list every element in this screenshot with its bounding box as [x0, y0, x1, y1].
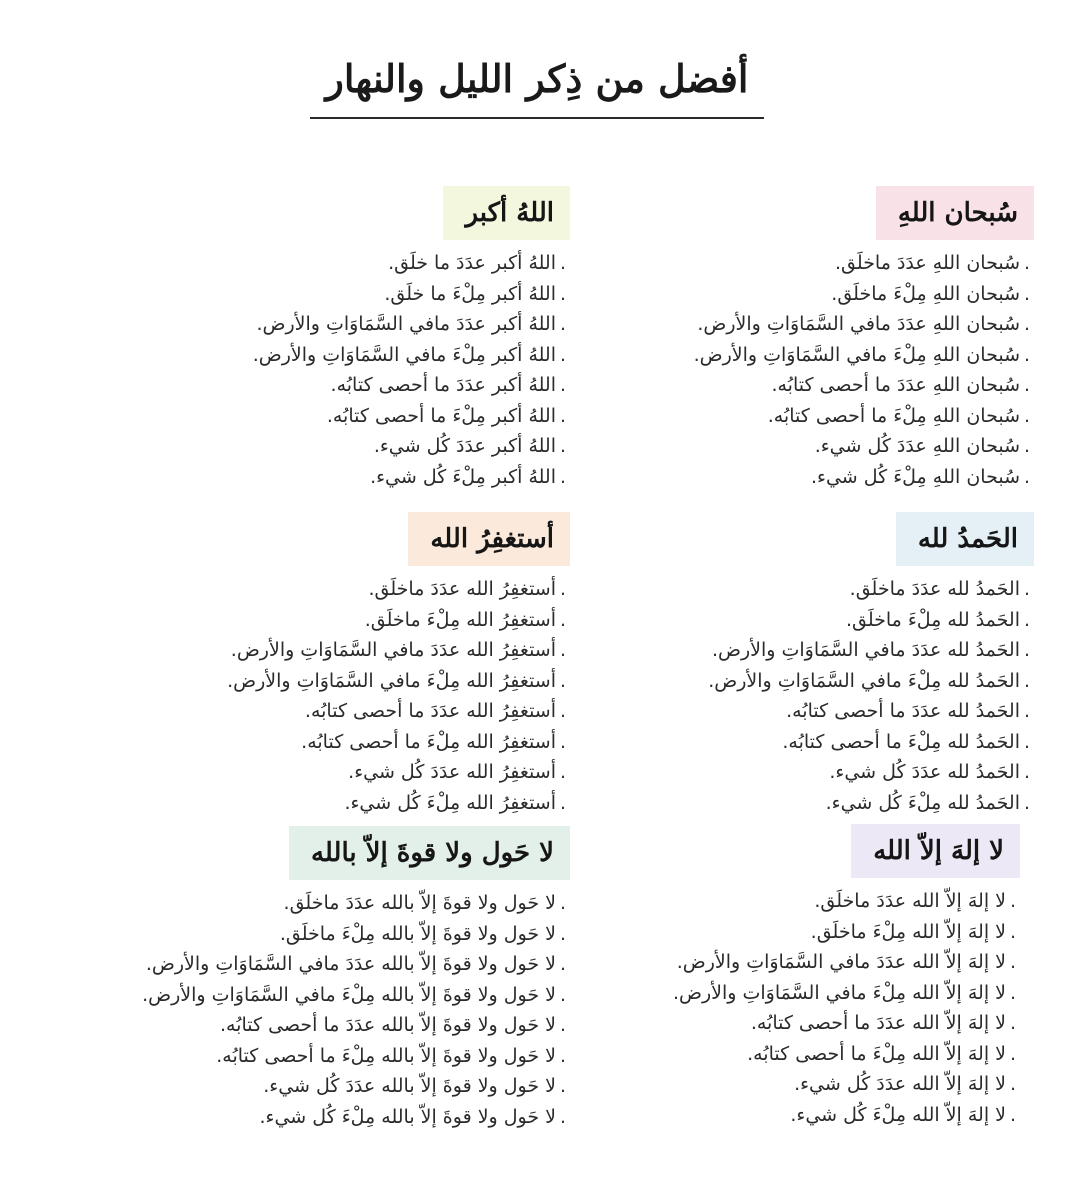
dhikr-item [110, 340, 570, 371]
dhikr-text: الحَمدُ لله عدَدَ كُل شيء. [829, 761, 1020, 783]
dhikr-text: لا حَول ولا قوةَ إلاّ بالله عدَدَ مافي السَّمَاوَاتِ والأرض. [145, 953, 556, 975]
dhikr-item [574, 635, 1034, 666]
dhikr-text: سُبحان اللهِ عدَدَ كُل شيء. [814, 435, 1020, 457]
dhikr-item [574, 370, 1034, 401]
dhikr-item [574, 788, 1034, 819]
bullet-marker: . [559, 892, 567, 914]
bullet-marker: . [559, 953, 567, 975]
bullet-marker: . [1023, 639, 1031, 661]
dhikr-text: لا إلهَ إلاّ الله عدَدَ كُل شيء. [794, 1073, 1006, 1095]
dhikr-text: اللهُ أكبر مِلْءَ ما أحصى كتابُه. [326, 404, 556, 427]
dhikr-item [110, 462, 570, 493]
bullet-marker: . [559, 1075, 567, 1097]
dhikr-item [550, 947, 1020, 978]
bullet-marker: . [1009, 1103, 1017, 1126]
dhikr-text: سُبحان اللهِ عدَدَ مافي السَّمَاوَاتِ والأرض. [697, 313, 1020, 335]
dhikr-item [100, 757, 570, 788]
dhikr-item [574, 279, 1034, 310]
bullet-marker: . [559, 639, 567, 661]
bullet-marker: . [1023, 578, 1031, 600]
bullet-marker: . [559, 730, 567, 753]
dhikr-text: الحَمدُ لله عدَدَ ما أحصى كتابُه. [786, 700, 1020, 722]
dhikr-item [550, 917, 1020, 948]
dhikr-item [574, 340, 1034, 371]
dhikr-item [110, 309, 570, 340]
bullet-marker: . [1023, 730, 1031, 753]
dhikr-text: لا حَول ولا قوةَ إلاّ بالله مِلْءَ ماخلَق. [279, 922, 556, 945]
bullet-marker: . [559, 404, 567, 427]
dhikr-item [110, 279, 570, 310]
bullet-marker: . [559, 465, 567, 488]
dhikr-item [110, 248, 570, 279]
dhikr-text: لا حَول ولا قوةَ إلاّ بالله مِلْءَ كُل شيء. [259, 1105, 556, 1128]
bullet-marker: . [1023, 465, 1031, 488]
dhikr-text: سُبحان اللهِ مِلْءَ ماخلَق. [831, 282, 1020, 305]
dhikr-item [10, 980, 570, 1011]
bullet-marker: . [1023, 761, 1031, 783]
dhikr-text: الحَمدُ لله مِلْءَ مافي السَّمَاوَاتِ والأرض. [708, 669, 1020, 692]
dhikr-text: أستغفِرُ الله مِلْءَ ماخلَق. [364, 608, 556, 631]
dhikr-item [100, 635, 570, 666]
section-heading-istighfar: أستغفِرُ الله [408, 512, 570, 566]
section-heading-hamd: الحَمدُ لله [896, 512, 1034, 566]
section-tahlil [550, 824, 1020, 1130]
bullet-marker: . [1009, 1073, 1017, 1095]
bullet-marker: . [559, 435, 567, 457]
bullet-marker: . [1023, 791, 1031, 814]
dhikr-text: الحَمدُ لله مِلْءَ ما أحصى كتابُه. [782, 730, 1020, 753]
dhikr-text: لا إلهَ إلاّ الله مِلْءَ مافي السَّمَاوَاتِ والأرض. [672, 981, 1006, 1004]
dhikr-text: سُبحان اللهِ مِلْءَ كُل شيء. [810, 465, 1020, 488]
dhikr-text: لا حَول ولا قوةَ إلاّ بالله عدَدَ ما أحصى كتابُه. [219, 1014, 556, 1036]
dhikr-item [550, 1008, 1020, 1039]
dhikr-item [10, 1041, 570, 1072]
bullet-marker: . [559, 1014, 567, 1036]
dhikr-item [10, 1102, 570, 1133]
dhikr-text: الحَمدُ لله عدَدَ ماخلَق. [849, 578, 1020, 600]
dhikr-text: لا إلهَ إلاّ الله عدَدَ مافي السَّمَاوَاتِ والأرض. [676, 951, 1006, 973]
bullet-marker: . [559, 252, 567, 274]
dhikr-text: اللهُ أكبر مِلْءَ مافي السَّمَاوَاتِ والأرض. [252, 343, 556, 366]
dhikr-text: لا إلهَ إلاّ الله مِلْءَ ماخلَق. [810, 920, 1006, 943]
dhikr-text: سُبحان اللهِ عدَدَ ماخلَق. [835, 252, 1020, 274]
bullet-marker: . [559, 282, 567, 305]
dhikr-text: الحَمدُ لله مِلْءَ ماخلَق. [845, 608, 1020, 631]
dhikr-text: أستغفِرُ الله عدَدَ ما أحصى كتابُه. [304, 700, 556, 722]
section-hawqala [10, 826, 570, 1132]
dhikr-item [574, 757, 1034, 788]
dhikr-item [574, 666, 1034, 697]
dhikr-text: الحَمدُ لله عدَدَ مافي السَّمَاوَاتِ والأرض. [711, 639, 1020, 661]
dhikr-item [574, 727, 1034, 758]
dhikr-list-hamd [574, 574, 1034, 818]
dhikr-item [110, 401, 570, 432]
section-heading-subhan: سُبحان اللهِ [876, 186, 1034, 240]
dhikr-text: اللهُ أكبر عدَدَ كُل شيء. [373, 435, 556, 457]
bullet-marker: . [559, 343, 567, 366]
dhikr-item [574, 462, 1034, 493]
bullet-marker: . [559, 791, 567, 814]
bullet-marker: . [1009, 920, 1017, 943]
section-subhan [574, 186, 1034, 492]
bullet-marker: . [559, 761, 567, 783]
bullet-marker: . [559, 608, 567, 631]
bullet-marker: . [559, 578, 567, 600]
bullet-marker: . [1023, 374, 1031, 396]
bullet-marker: . [559, 1044, 567, 1067]
bullet-marker: . [1023, 282, 1031, 305]
dhikr-item [10, 1071, 570, 1102]
dhikr-item [100, 574, 570, 605]
dhikr-item [574, 574, 1034, 605]
dhikr-list-tahlil [550, 886, 1020, 1130]
dhikr-item [100, 605, 570, 636]
section-hamd [574, 512, 1034, 818]
dhikr-text: اللهُ أكبر عدَدَ مافي السَّمَاوَاتِ والأرض. [256, 313, 556, 335]
dhikr-item [574, 401, 1034, 432]
dhikr-item [100, 666, 570, 697]
bullet-marker: . [559, 374, 567, 396]
bullet-marker: . [559, 669, 567, 692]
dhikr-item [574, 248, 1034, 279]
bullet-marker: . [559, 922, 567, 945]
dhikr-text: لا حَول ولا قوةَ إلاّ بالله عدَدَ كُل شيء. [263, 1075, 556, 1097]
bullet-marker: . [1009, 1042, 1017, 1065]
dhikr-item [550, 978, 1020, 1009]
bullet-marker: . [1023, 435, 1031, 457]
dhikr-text: لا حَول ولا قوةَ إلاّ بالله عدَدَ ماخلَق. [283, 892, 556, 914]
bullet-marker: . [1023, 252, 1031, 274]
dhikr-item [550, 1039, 1020, 1070]
page-title: أفضل من ذِكر الليل والنهار [325, 56, 749, 101]
bullet-marker: . [1023, 343, 1031, 366]
dhikr-item [550, 1100, 1020, 1131]
dhikr-item [10, 888, 570, 919]
dhikr-item [574, 605, 1034, 636]
dhikr-text: سُبحان اللهِ عدَدَ ما أحصى كتابُه. [771, 374, 1020, 396]
dhikr-item [574, 309, 1034, 340]
dhikr-item [574, 431, 1034, 462]
dhikr-item [10, 949, 570, 980]
dhikr-text: لا حَول ولا قوةَ إلاّ بالله مِلْءَ مافي السَّمَاوَاتِ والأرض. [142, 983, 556, 1006]
title-divider [310, 117, 764, 119]
dhikr-text: لا إلهَ إلاّ الله عدَدَ ماخلَق. [814, 890, 1006, 912]
dhikr-text: لا إلهَ إلاّ الله مِلْءَ كُل شيء. [790, 1103, 1006, 1126]
dhikr-item [100, 696, 570, 727]
bullet-marker: . [1009, 981, 1017, 1004]
bullet-marker: . [1023, 313, 1031, 335]
dhikr-text: أستغفِرُ الله مِلْءَ ما أحصى كتابُه. [301, 730, 556, 753]
dhikr-text: سُبحان اللهِ مِلْءَ مافي السَّمَاوَاتِ والأرض. [693, 343, 1020, 366]
bullet-marker: . [559, 700, 567, 722]
bullet-marker: . [559, 313, 567, 335]
dhikr-item [10, 1010, 570, 1041]
dhikr-text: أستغفِرُ الله مِلْءَ مافي السَّمَاوَاتِ والأرض. [227, 669, 556, 692]
dhikr-text: لا إلهَ إلاّ الله عدَدَ ما أحصى كتابُه. [750, 1012, 1006, 1034]
dhikr-text: أستغفِرُ الله مِلْءَ كُل شيء. [344, 791, 556, 814]
dhikr-text: سُبحان اللهِ مِلْءَ ما أحصى كتابُه. [767, 404, 1020, 427]
dhikr-text: اللهُ أكبر مِلْءَ ما خلَق. [384, 282, 556, 305]
dhikr-item [100, 727, 570, 758]
bullet-marker: . [1009, 890, 1017, 912]
dhikr-text: اللهُ أكبر عدَدَ ما أحصى كتابُه. [330, 374, 556, 396]
bullet-marker: . [1023, 669, 1031, 692]
section-akbar [110, 186, 570, 492]
dhikr-text: أستغفِرُ الله عدَدَ ماخلَق. [368, 578, 556, 600]
bullet-marker: . [1009, 1012, 1017, 1034]
dhikr-list-subhan [574, 248, 1034, 492]
dhikr-list-hawqala [10, 888, 570, 1132]
section-heading-hawqala: لا حَول ولا قوةَ إلاّ بالله [289, 826, 570, 880]
dhikr-item [550, 886, 1020, 917]
bullet-marker: . [559, 983, 567, 1006]
dhikr-item [100, 788, 570, 819]
dhikr-item [110, 370, 570, 401]
bullet-marker: . [1023, 700, 1031, 722]
bullet-marker: . [1023, 608, 1031, 631]
section-heading-akbar: اللهُ أكبر [443, 186, 570, 240]
dhikr-text: أستغفِرُ الله عدَدَ مافي السَّمَاوَاتِ والأرض. [230, 639, 556, 661]
dhikr-text: أستغفِرُ الله عدَدَ كُل شيء. [348, 761, 556, 783]
dhikr-text: اللهُ أكبر مِلْءَ كُل شيء. [370, 465, 556, 488]
bullet-marker: . [1009, 951, 1017, 973]
dhikr-item [110, 431, 570, 462]
dhikr-item [550, 1069, 1020, 1100]
section-istighfar [100, 512, 570, 818]
dhikr-item [574, 696, 1034, 727]
section-heading-tahlil: لا إلهَ إلاّ الله [851, 824, 1020, 878]
bullet-marker: . [1023, 404, 1031, 427]
dhikr-item [10, 919, 570, 950]
dhikr-list-istighfar [100, 574, 570, 818]
dhikr-text: اللهُ أكبر عدَدَ ما خلَق. [388, 252, 556, 274]
bullet-marker: . [559, 1105, 567, 1128]
dhikr-list-akbar [110, 248, 570, 492]
dhikr-text: لا حَول ولا قوةَ إلاّ بالله مِلْءَ ما أحصى كتابُه. [216, 1044, 556, 1067]
dhikr-text: لا إلهَ إلاّ الله مِلْءَ ما أحصى كتابُه. [747, 1042, 1006, 1065]
dhikr-text: الحَمدُ لله مِلْءَ كُل شيء. [825, 791, 1020, 814]
